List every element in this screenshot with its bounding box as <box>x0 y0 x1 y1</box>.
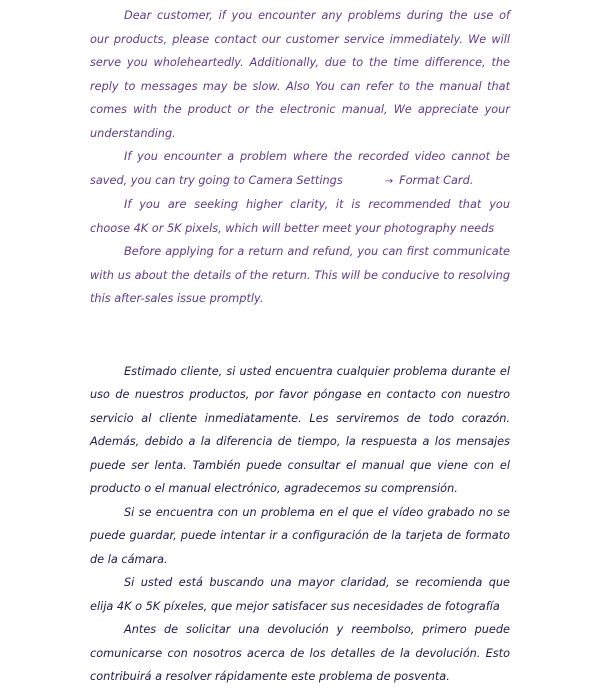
english-paragraph-return: Before applying for a return and refund, you can first communicate with us about the details of the return. This will be conducive to resolving this after-sales issue promptly. <box>90 245 510 305</box>
english-video-save-text: If you encounter a problem where the recorded video cannot be saved, you can try going to Camera Settings <box>90 150 510 187</box>
spanish-paragraph-video-save: Si se encuentra con un problema en el que el vídeo grabado no se puede guardar, puede intentar ir a configuración de la tarjeta de formato de la cámara. <box>90 505 510 566</box>
spanish-paragraph-return: Antes de solicitar una devolución y reembolso, primero puede comunicarse con nosotros acerca de los detalles de la devolución. Esto contribuirá a resolver rápidamente este problema de posventa. <box>90 623 510 683</box>
english-section <box>90 4 510 311</box>
english-paragraph-clarity: If you are seeking higher clarity, it is recommended that you choose 4K or 5K pixels, which will better meet your photography needs <box>90 198 510 235</box>
english-paragraph-contact: Dear customer, if you encounter any problems during the use of our products, please contact our customer service immediately. We will serve you wholeheartedly. Additionally, due to the time difference, the reply to messages may be slow. Also You can refer to the manual that comes with the product or the electronic manual, We appreciate your understanding. <box>90 9 510 140</box>
spanish-paragraph-clarity: Si usted está buscando una mayor claridad, se recomienda que elija 4K o 5K píxeles, que mejor satisfacer sus necesidades de fotografía <box>90 576 510 613</box>
customer-notice-document <box>90 4 510 689</box>
english-format-card-text: Format Card. <box>399 173 474 187</box>
right-arrow-icon: → <box>384 175 394 187</box>
spanish-paragraph-contact: Estimado cliente, si usted encuentra cualquier problema durante el uso de nuestros productos, por favor póngase en contacto con nuestro servicio al cliente inmediatamente. Les serviremos de todo corazón. Además, debido a la diferencia de tiempo, la respuesta a los mensajes puede ser lenta. También puede consultar el manual que viene con el producto o el manual electrónico, agradecemos su comprensión. <box>90 364 510 495</box>
spanish-section <box>90 360 510 689</box>
english-paragraph-video-save <box>90 145 510 193</box>
